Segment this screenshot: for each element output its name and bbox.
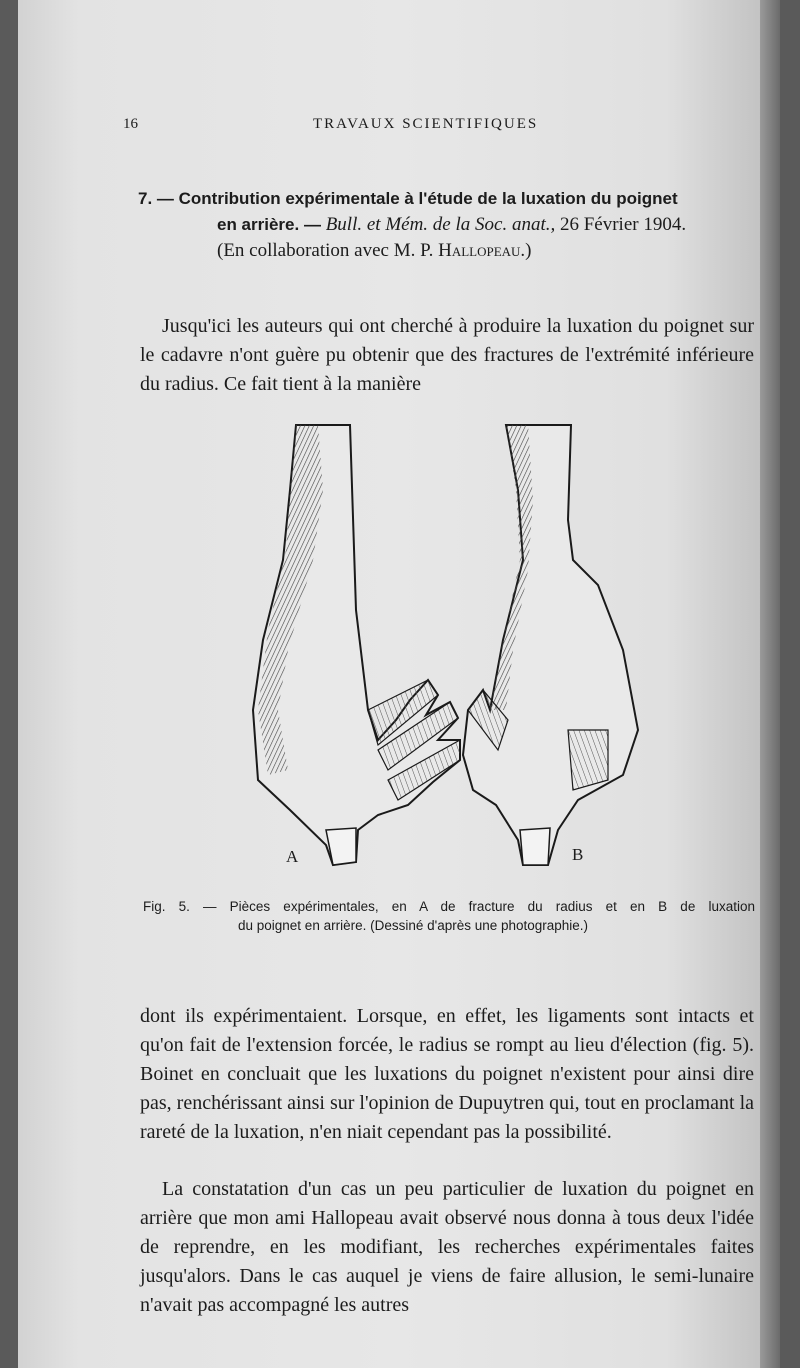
- hands-illustration: [228, 410, 648, 880]
- caption-line-1: Fig. 5. — Pièces expérimentales, en A de fracture du radius et en B de luxation: [143, 899, 755, 914]
- hand-a-drawing: [253, 425, 460, 865]
- figure-caption: [143, 897, 755, 935]
- running-title: TRAVAUX SCIENTIFIQUES: [313, 116, 539, 132]
- paragraph-3: La constatation d'un cas un peu particulier de luxation du poignet en arrière que mon ami Hallopeau avait observé nous donna à tous deux l'idée de reprendre, en les modifiant, les recherches expérimentales faites jusqu'alors. Dans le cas auquel je viens de faire allusion, le semi-lunaire n'avait pas accompagné les autres: [140, 1178, 754, 1316]
- page-number: 16: [123, 116, 138, 132]
- entry-title-line: 7. — Contribution expérimentale à l'étude de la luxation du poignet: [138, 189, 678, 208]
- bibliography-entry: [118, 186, 758, 264]
- label-a: A: [286, 847, 299, 866]
- figure-5: [228, 410, 648, 880]
- caption-line-2: du poignet en arrière. (Dessiné d'après une photographie.): [238, 918, 589, 933]
- label-b: B: [572, 845, 584, 864]
- paragraph-2: dont ils expérimentaient. Lorsque, en effet, les ligaments sont intacts et qu'on fait de l'extension forcée, le radius se rompt au lieu d'élection (fig. 5). Boinet en concluait que les luxations du poignet n'existent pour ainsi dire pas, renchérissant ainsi sur l'opinion de Dupuytren qui, tout en proclamant la rareté de la luxation, n'en niait cependant pas la possibilité.: [140, 1005, 755, 1143]
- entry-title-end: en arrière. —: [217, 215, 321, 234]
- entry-journal: Bull. et Mém. de la Soc. anat.,: [325, 214, 556, 235]
- book-page: [18, 0, 780, 1368]
- paragraph-1: Jusqu'ici les auteurs qui ont cherché à produire la luxation du poignet sur le cadavre n'ont guère pu obtenir que des fractures de l'extrémité inférieure du radius. Ce fait tient à la manière: [140, 315, 754, 395]
- entry-citation-line: [118, 212, 758, 238]
- running-header: [123, 116, 753, 140]
- page-edge-shadow: [760, 0, 780, 1368]
- hand-b-drawing: [463, 425, 638, 865]
- entry-collaboration: [118, 238, 758, 264]
- entry-collab-prefix: (En collaboration avec M. P.: [217, 240, 434, 261]
- entry-collab-name: Hallopeau.): [438, 240, 532, 261]
- entry-date: 26 Février 1904.: [559, 214, 687, 235]
